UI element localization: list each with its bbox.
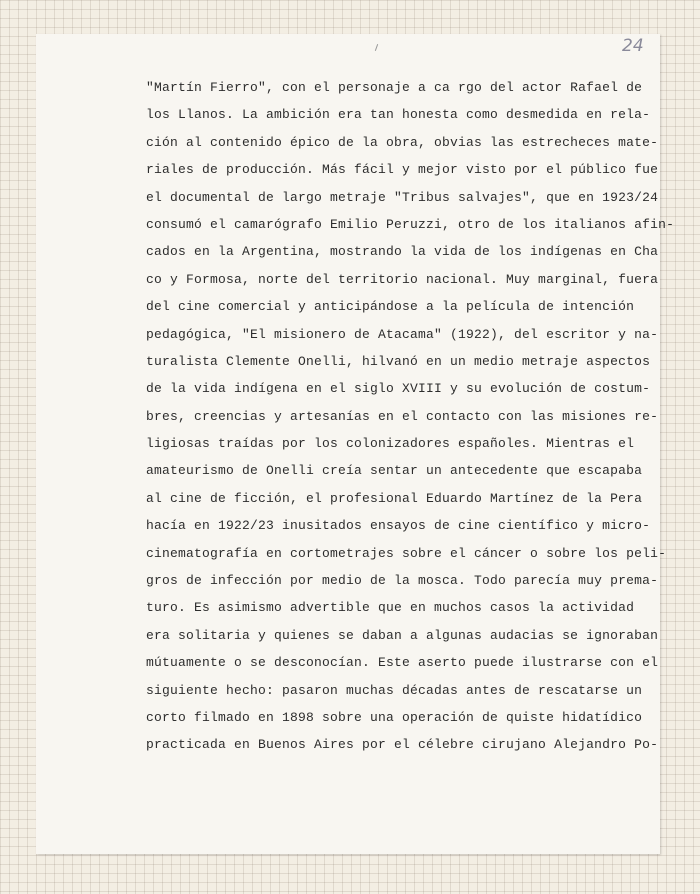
text-line: co y Formosa, norte del territorio nacional. Muy marginal, fuera bbox=[146, 271, 659, 287]
text-line: del cine comercial y anticipándose a la película de intención bbox=[146, 299, 635, 315]
text-line: cinematografía en cortometrajes sobre el cáncer o sobre los peli- bbox=[146, 545, 667, 561]
page-number: 24 bbox=[622, 36, 644, 56]
paper-sheet bbox=[36, 34, 675, 854]
text-line: turo. Es asimismo advertible que en muchos casos la actividad bbox=[146, 600, 635, 616]
text-line: cados en la Argentina, mostrando la vida de los indígenas en Cha bbox=[146, 244, 659, 260]
text-line: riales de producción. Más fácil y mejor visto por el público fue bbox=[146, 162, 659, 178]
text-line: amateurismo de Onelli creía sentar un antecedente que escapaba bbox=[146, 463, 643, 479]
text-line: ligiosas traídas por los colonizadores españoles. Mientras el bbox=[146, 436, 635, 452]
text-line: el documental de largo metraje "Tribus salvajes", que en 1923/24 bbox=[146, 189, 659, 205]
text-line: gros de infección por medio de la mosca. Todo parecía muy prema- bbox=[146, 573, 659, 589]
text-line: al cine de ficción, el profesional Eduardo Martínez de la Pera bbox=[146, 490, 643, 506]
stray-pen-mark bbox=[375, 44, 378, 51]
text-line: "Martín Fierro", con el personaje a ca rgo del actor Rafael de bbox=[146, 80, 643, 95]
text-line: corto filmado en 1898 sobre una operación de quiste hidatídico bbox=[146, 709, 643, 725]
text-line: hacía en 1922/23 inusitados ensayos de cine científico y micro- bbox=[146, 518, 651, 534]
text-line: los Llanos. La ambición era tan honesta como desmedida en rela- bbox=[146, 107, 651, 123]
typed-text-body bbox=[146, 74, 675, 759]
text-line: ción al contenido épico de la obra, obvias las estrecheces mate- bbox=[146, 134, 659, 150]
text-line: pedagógica, "El misionero de Atacama" (1922), del escritor y na- bbox=[146, 326, 659, 342]
text-line: bres, creencias y artesanías en el contacto con las misiones re- bbox=[146, 408, 659, 424]
text-line: siguiente hecho: pasaron muchas décadas antes de rescatarse un bbox=[146, 682, 643, 698]
text-line: practicada en Buenos Aires por el célebre cirujano Alejandro Po- bbox=[146, 737, 659, 753]
text-line: turalista Clemente Onelli, hilvanó en un medio metraje aspectos bbox=[146, 353, 651, 369]
text-line: consumó el camarógrafo Emilio Peruzzi, otro de los italianos afin- bbox=[146, 216, 675, 232]
text-line: era solitaria y quienes se daban a algunas audacias se ignoraban bbox=[146, 627, 659, 643]
text-line: mútuamente o se desconocían. Este aserto puede ilustrarse con el bbox=[146, 655, 659, 671]
text-line: de la vida indígena en el siglo XVIII y su evolución de costum- bbox=[146, 381, 651, 397]
